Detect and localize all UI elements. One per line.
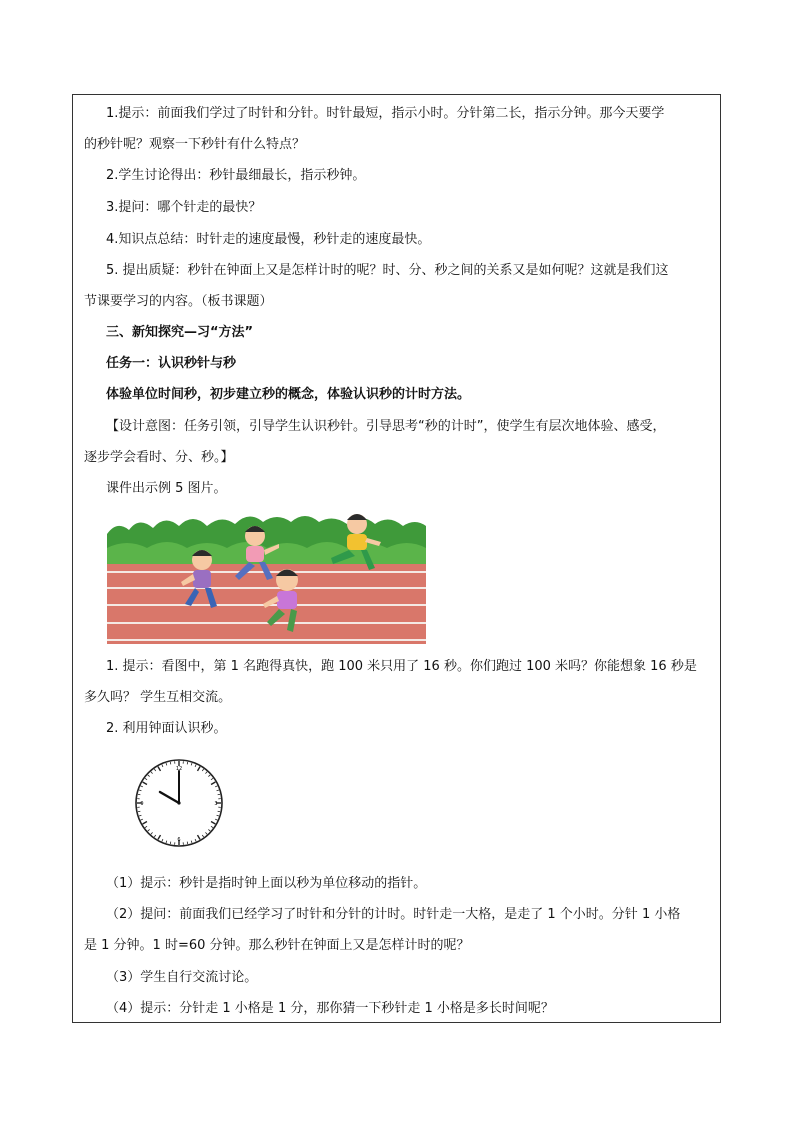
prompt-1a: 1. 提示：看图中，第 1 名跑得真快，跑 100 米只用了 16 秒。你们跑过 100 米吗？你能想象 16 秒是	[106, 659, 697, 674]
paragraph-5b: 节课要学习的内容。（板书课题）	[84, 294, 273, 309]
paragraph-1b: 的秒针呢？观察一下秒针有什么特点？	[84, 137, 306, 152]
task-heading: 任务一：认识秒针与秒	[106, 356, 237, 371]
design-intent-b: 逐步学会看时、分、秒。】	[84, 450, 234, 465]
running-children-illustration	[107, 508, 426, 644]
clock-tick	[187, 762, 188, 764]
step-4: （4）提示：分针走 1 小格是 1 分，那你猜一下秒针走 1 小格是多长时间呢？	[106, 1001, 554, 1016]
paragraph-4: 4.知识点总结：时针走的速度最慢，秒针走的速度最快。	[106, 232, 431, 247]
clock-tick	[138, 811, 140, 812]
clock-number-3: 3	[214, 801, 218, 807]
step-3: （3）学生自行交流讨论。	[106, 970, 258, 985]
clock-tick	[170, 762, 171, 764]
clock-center	[177, 801, 180, 804]
clock-tick	[218, 811, 220, 812]
clock-number-9: 9	[140, 801, 144, 807]
courseware-caption: 课件出示例 5 图片。	[106, 481, 227, 496]
task-goal: 体验单位时间秒，初步建立秒的概念，体验认识秒的计时方法。	[106, 387, 471, 402]
clock-tick	[187, 842, 188, 844]
step-2a: （2）提问：前面我们已经学习了时针和分针的计时。时针走一大格，是走了 1 个小时。分针 1 小格	[106, 907, 681, 922]
clock-number-12: 12	[175, 766, 183, 772]
section-heading: 三、新知探究—习“方法”	[106, 325, 254, 340]
clock-tick	[218, 794, 220, 795]
clock-tick	[170, 842, 171, 844]
paragraph-5a: 5. 提出质疑：秒针在钟面上又是怎样计时的呢？时、分、秒之间的关系又是如何呢？这就是我们这	[106, 263, 669, 278]
step-1: （1）提示：秒针是指时钟上面以秒为单位移动的指针。	[106, 876, 427, 891]
prompt-1b: 多久吗？ 学生互相交流。	[84, 690, 232, 705]
paragraph-1a: 1.提示：前面我们学过了时针和分针。时针最短，指示小时。分针第二长，指示分钟。那今天要学	[106, 106, 665, 121]
design-intent-a: 【设计意图：任务引领，引导学生认识秒针。引导思考“秒的计时”，使学生有层次地体验、感受，	[106, 419, 666, 434]
clock-number-6: 6	[177, 837, 181, 843]
clock-tick	[138, 794, 140, 795]
paragraph-2: 2.学生讨论得出：秒针最细最长，指示秒钟。	[106, 168, 366, 183]
paragraph-3: 3.提问：哪个针走的最快？	[106, 200, 262, 215]
clock-face	[133, 757, 225, 849]
prompt-2: 2. 利用钟面认识秒。	[106, 721, 227, 736]
step-2b: 是 1 分钟。1 时=60 分钟。那么秒针在钟面上又是怎样计时的呢？	[84, 938, 470, 953]
